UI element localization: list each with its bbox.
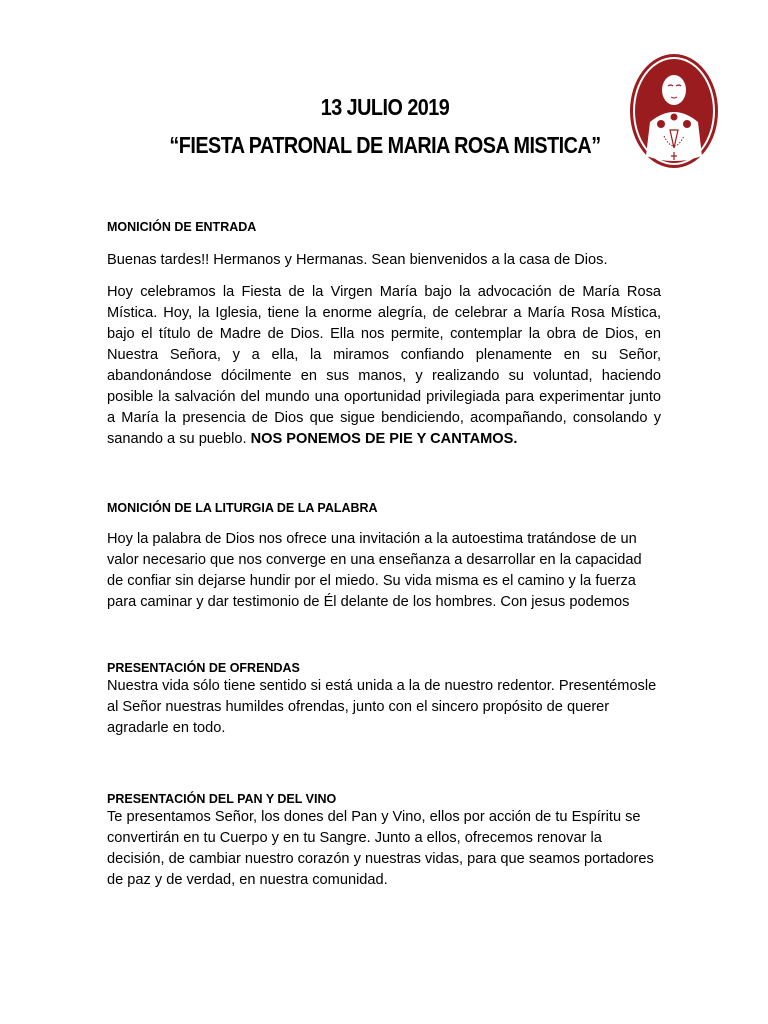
section-presentacion-pan-vino — [107, 791, 661, 891]
entrada-text: Hoy celebramos la Fiesta de la Virgen María bajo la advocación de María Rosa Mística. Hoy, la Iglesia, tiene la enorme alegría, de celebrar a María Rosa Mística, bajo el título de Madre de Dios. Ella nos permite, contemplar la obra de Dios, en Nuestra Señora, y a ella, la miramos confiando plenamente en su Señor, abandonándose dócilmente en sus manos, y realizando su voluntad, haciendo posible la salvación del mundo una oportunidad privilegiada para experimentar junto a María la presencia de Dios que sigue bendiciendo, acompañando, consolando y sanando a su pueblo. — [107, 284, 661, 447]
document-date-title: 13 JULIO 2019 — [320, 94, 450, 120]
document-body — [107, 219, 661, 891]
ofrendas-paragraph: Nuestra vida sólo tiene sentido si está unida a la de nuestro redentor. Presentémosle al Señor nuestras humildes ofrendas, junto con el sincero propósito de querer agradarle en todo. — [107, 678, 657, 736]
section-heading: MONICIÓN DE ENTRADA — [107, 220, 257, 234]
pan-vino-paragraph: Te presentamos Señor, los dones del Pan y Vino, ellos por acción de tu Espíritu se convertirán en tu Cuerpo y en tu Sangre. Junto a ellos, ofrecemos renovar la decisión, de cambiar nuestro corazón y nuestras vidas, para que seamos portadores de paz y de verdad, en nuestra comunidad. — [107, 809, 654, 888]
rosa-mistica-logo-icon — [628, 52, 720, 170]
liturgia-paragraph: Hoy la palabra de Dios nos ofrece una invitación a la autoestima tratándose de un valor necesario que nos converge en una enseñanza a desarrollar en la capacidad de confiar sin dejarse hundir por el miedo. Su vida misma es el camino y la fuerza para caminar y dar testimonio de Él delante de los hombres. Con jesus podemos — [107, 531, 642, 610]
entrada-emphasis: NOS PONEMOS DE PIE Y CANTAMOS. — [250, 431, 518, 447]
entrada-paragraph — [107, 282, 661, 450]
section-heading: PRESENTACIÓN DEL PAN Y DEL VINO — [107, 792, 337, 806]
section-monicion-liturgia — [107, 500, 661, 613]
greeting-paragraph: Buenas tardes!! Hermanos y Hermanas. Sean bienvenidos a la casa de Dios. — [107, 252, 608, 268]
document-feast-title: “FIESTA PATRONAL DE MARIA ROSA MISTICA” — [169, 132, 601, 158]
section-monicion-entrada — [107, 219, 661, 450]
section-heading: PRESENTACIÓN DE OFRENDAS — [107, 661, 300, 675]
section-heading: MONICIÓN DE LA LITURGIA DE LA PALABRA — [107, 501, 378, 515]
section-presentacion-ofrendas — [107, 660, 661, 739]
